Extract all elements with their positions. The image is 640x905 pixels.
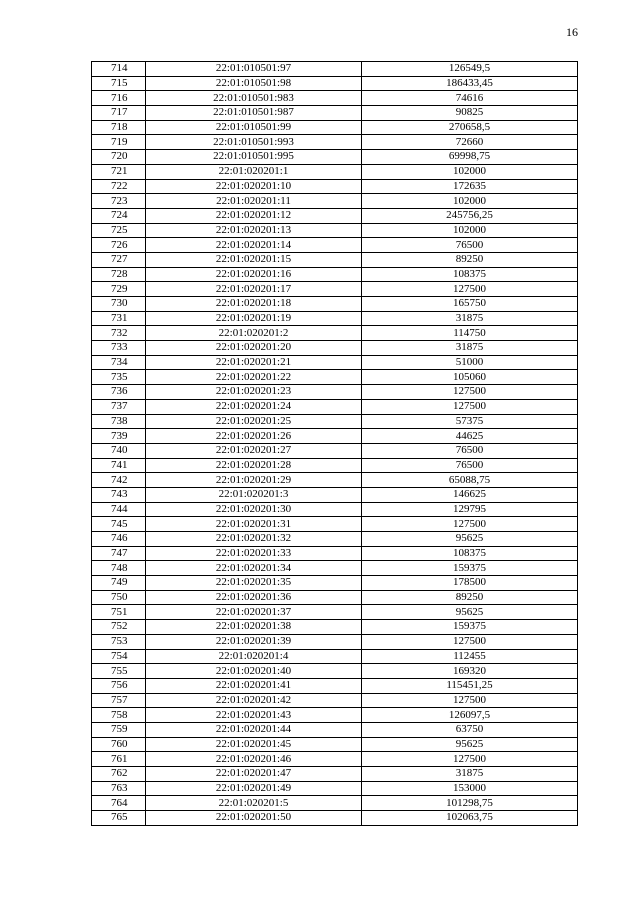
value-cell: 102000: [362, 223, 578, 238]
table-row: [92, 238, 578, 253]
cadastral-number-cell: 22:01:010501:97: [146, 62, 362, 77]
table-row: [92, 517, 578, 532]
cadastral-number-cell: 22:01:010501:987: [146, 106, 362, 121]
cadastral-number-cell: 22:01:020201:36: [146, 590, 362, 605]
cadastral-number-cell: 22:01:020201:42: [146, 693, 362, 708]
table-row: [92, 473, 578, 488]
row-number-cell: 714: [92, 62, 146, 77]
cadastral-number-cell: 22:01:020201:4: [146, 649, 362, 664]
row-number-cell: 739: [92, 429, 146, 444]
row-number-cell: 721: [92, 164, 146, 179]
row-number-cell: 736: [92, 385, 146, 400]
table-row: [92, 664, 578, 679]
row-number-cell: 744: [92, 502, 146, 517]
cadastral-number-cell: 22:01:020201:30: [146, 502, 362, 517]
row-number-cell: 723: [92, 194, 146, 209]
row-number-cell: 759: [92, 722, 146, 737]
table-row: [92, 297, 578, 312]
table-row: [92, 194, 578, 209]
table-row: [92, 649, 578, 664]
row-number-cell: 756: [92, 678, 146, 693]
table-row: [92, 150, 578, 165]
value-cell: 108375: [362, 546, 578, 561]
table-row: [92, 502, 578, 517]
value-cell: 105060: [362, 370, 578, 385]
cadastral-number-cell: 22:01:020201:35: [146, 576, 362, 591]
table-row: [92, 135, 578, 150]
table-row: [92, 91, 578, 106]
row-number-cell: 730: [92, 297, 146, 312]
cadastral-number-cell: 22:01:020201:28: [146, 458, 362, 473]
table-row: [92, 311, 578, 326]
cadastral-number-cell: 22:01:020201:16: [146, 267, 362, 282]
row-number-cell: 764: [92, 796, 146, 811]
row-number-cell: 752: [92, 620, 146, 635]
row-number-cell: 742: [92, 473, 146, 488]
row-number-cell: 754: [92, 649, 146, 664]
value-cell: 129795: [362, 502, 578, 517]
cadastral-number-cell: 22:01:020201:20: [146, 341, 362, 356]
table-row: [92, 532, 578, 547]
row-number-cell: 725: [92, 223, 146, 238]
table-row: [92, 708, 578, 723]
row-number-cell: 724: [92, 208, 146, 223]
value-cell: 57375: [362, 414, 578, 429]
row-number-cell: 753: [92, 634, 146, 649]
value-cell: 127500: [362, 282, 578, 297]
value-cell: 127500: [362, 634, 578, 649]
table-row: [92, 678, 578, 693]
row-number-cell: 762: [92, 767, 146, 782]
row-number-cell: 746: [92, 532, 146, 547]
table-row: [92, 576, 578, 591]
cadastral-number-cell: 22:01:020201:29: [146, 473, 362, 488]
value-cell: 127500: [362, 399, 578, 414]
table-row: [92, 370, 578, 385]
cadastral-number-cell: 22:01:020201:37: [146, 605, 362, 620]
value-cell: 159375: [362, 561, 578, 576]
cadastral-number-cell: 22:01:020201:15: [146, 252, 362, 267]
value-cell: 114750: [362, 326, 578, 341]
row-number-cell: 760: [92, 737, 146, 752]
row-number-cell: 728: [92, 267, 146, 282]
table-row: [92, 120, 578, 135]
table-row: [92, 341, 578, 356]
value-cell: 31875: [362, 767, 578, 782]
cadastral-number-cell: 22:01:020201:31: [146, 517, 362, 532]
cadastral-number-cell: 22:01:020201:2: [146, 326, 362, 341]
cadastral-number-cell: 22:01:020201:24: [146, 399, 362, 414]
value-cell: 112455: [362, 649, 578, 664]
value-cell: 95625: [362, 737, 578, 752]
cadastral-number-cell: 22:01:020201:19: [146, 311, 362, 326]
value-cell: 89250: [362, 252, 578, 267]
value-cell: 159375: [362, 620, 578, 635]
value-cell: 127500: [362, 385, 578, 400]
row-number-cell: 743: [92, 487, 146, 502]
value-cell: 102000: [362, 194, 578, 209]
table-row: [92, 62, 578, 77]
value-cell: 76500: [362, 238, 578, 253]
value-cell: 172635: [362, 179, 578, 194]
row-number-cell: 717: [92, 106, 146, 121]
table-row: [92, 796, 578, 811]
value-cell: 95625: [362, 532, 578, 547]
cadastral-number-cell: 22:01:020201:34: [146, 561, 362, 576]
value-cell: 115451,25: [362, 678, 578, 693]
table-row: [92, 164, 578, 179]
row-number-cell: 755: [92, 664, 146, 679]
row-number-cell: 726: [92, 238, 146, 253]
cadastral-number-cell: 22:01:020201:43: [146, 708, 362, 723]
table-row: [92, 252, 578, 267]
value-cell: 102000: [362, 164, 578, 179]
value-cell: 102063,75: [362, 811, 578, 826]
cadastral-number-cell: 22:01:010501:995: [146, 150, 362, 165]
table-row: [92, 414, 578, 429]
cadastral-number-cell: 22:01:020201:3: [146, 487, 362, 502]
cadastral-number-cell: 22:01:020201:25: [146, 414, 362, 429]
row-number-cell: 737: [92, 399, 146, 414]
value-cell: 65088,75: [362, 473, 578, 488]
table-row: [92, 429, 578, 444]
row-number-cell: 722: [92, 179, 146, 194]
cadastral-number-cell: 22:01:010501:983: [146, 91, 362, 106]
cadastral-number-cell: 22:01:020201:17: [146, 282, 362, 297]
registry-table: [91, 61, 578, 826]
table-row: [92, 781, 578, 796]
value-cell: 63750: [362, 722, 578, 737]
value-cell: 95625: [362, 605, 578, 620]
table-row: [92, 326, 578, 341]
value-cell: 178500: [362, 576, 578, 591]
cadastral-number-cell: 22:01:020201:5: [146, 796, 362, 811]
row-number-cell: 732: [92, 326, 146, 341]
table-row: [92, 385, 578, 400]
row-number-cell: 735: [92, 370, 146, 385]
value-cell: 72660: [362, 135, 578, 150]
cadastral-number-cell: 22:01:020201:12: [146, 208, 362, 223]
row-number-cell: 727: [92, 252, 146, 267]
row-number-cell: 745: [92, 517, 146, 532]
table-row: [92, 752, 578, 767]
value-cell: 270658,5: [362, 120, 578, 135]
cadastral-number-cell: 22:01:020201:39: [146, 634, 362, 649]
cadastral-number-cell: 22:01:010501:99: [146, 120, 362, 135]
row-number-cell: 731: [92, 311, 146, 326]
value-cell: 74616: [362, 91, 578, 106]
row-number-cell: 733: [92, 341, 146, 356]
table-row: [92, 722, 578, 737]
value-cell: 90825: [362, 106, 578, 121]
value-cell: 169320: [362, 664, 578, 679]
table-row: [92, 76, 578, 91]
cadastral-number-cell: 22:01:020201:22: [146, 370, 362, 385]
value-cell: 76500: [362, 443, 578, 458]
value-cell: 44625: [362, 429, 578, 444]
table-row: [92, 634, 578, 649]
row-number-cell: 749: [92, 576, 146, 591]
value-cell: 69998,75: [362, 150, 578, 165]
value-cell: 126549,5: [362, 62, 578, 77]
table-row: [92, 106, 578, 121]
cadastral-number-cell: 22:01:020201:40: [146, 664, 362, 679]
table-row: [92, 620, 578, 635]
row-number-cell: 748: [92, 561, 146, 576]
page-number: 16: [566, 25, 578, 39]
value-cell: 126097,5: [362, 708, 578, 723]
row-number-cell: 718: [92, 120, 146, 135]
row-number-cell: 758: [92, 708, 146, 723]
cadastral-number-cell: 22:01:020201:23: [146, 385, 362, 400]
cadastral-number-cell: 22:01:020201:41: [146, 678, 362, 693]
row-number-cell: 747: [92, 546, 146, 561]
cadastral-number-cell: 22:01:020201:49: [146, 781, 362, 796]
value-cell: 108375: [362, 267, 578, 282]
value-cell: 153000: [362, 781, 578, 796]
row-number-cell: 751: [92, 605, 146, 620]
row-number-cell: 765: [92, 811, 146, 826]
table-row: [92, 737, 578, 752]
row-number-cell: 719: [92, 135, 146, 150]
value-cell: 76500: [362, 458, 578, 473]
table-row: [92, 767, 578, 782]
table-body: [92, 62, 578, 826]
cadastral-number-cell: 22:01:020201:44: [146, 722, 362, 737]
value-cell: 31875: [362, 311, 578, 326]
table-row: [92, 267, 578, 282]
value-cell: 101298,75: [362, 796, 578, 811]
row-number-cell: 716: [92, 91, 146, 106]
cadastral-number-cell: 22:01:020201:11: [146, 194, 362, 209]
row-number-cell: 750: [92, 590, 146, 605]
value-cell: 186433,45: [362, 76, 578, 91]
value-cell: 127500: [362, 517, 578, 532]
cadastral-number-cell: 22:01:020201:45: [146, 737, 362, 752]
value-cell: 245756,25: [362, 208, 578, 223]
row-number-cell: 715: [92, 76, 146, 91]
table-row: [92, 487, 578, 502]
table-row: [92, 355, 578, 370]
row-number-cell: 761: [92, 752, 146, 767]
value-cell: 146625: [362, 487, 578, 502]
table-row: [92, 590, 578, 605]
cadastral-number-cell: 22:01:020201:38: [146, 620, 362, 635]
cadastral-number-cell: 22:01:020201:10: [146, 179, 362, 194]
cadastral-number-cell: 22:01:020201:46: [146, 752, 362, 767]
cadastral-number-cell: 22:01:020201:32: [146, 532, 362, 547]
row-number-cell: 738: [92, 414, 146, 429]
value-cell: 89250: [362, 590, 578, 605]
value-cell: 127500: [362, 752, 578, 767]
row-number-cell: 740: [92, 443, 146, 458]
cadastral-number-cell: 22:01:020201:14: [146, 238, 362, 253]
table-row: [92, 443, 578, 458]
cadastral-number-cell: 22:01:010501:98: [146, 76, 362, 91]
table-row: [92, 208, 578, 223]
row-number-cell: 757: [92, 693, 146, 708]
table-row: [92, 811, 578, 826]
cadastral-number-cell: 22:01:020201:26: [146, 429, 362, 444]
value-cell: 127500: [362, 693, 578, 708]
cadastral-number-cell: 22:01:020201:47: [146, 767, 362, 782]
cadastral-number-cell: 22:01:020201:27: [146, 443, 362, 458]
cadastral-number-cell: 22:01:020201:13: [146, 223, 362, 238]
cadastral-number-cell: 22:01:020201:33: [146, 546, 362, 561]
row-number-cell: 741: [92, 458, 146, 473]
cadastral-number-cell: 22:01:010501:993: [146, 135, 362, 150]
cadastral-number-cell: 22:01:020201:50: [146, 811, 362, 826]
table-row: [92, 458, 578, 473]
table-row: [92, 546, 578, 561]
cadastral-number-cell: 22:01:020201:18: [146, 297, 362, 312]
table-row: [92, 282, 578, 297]
value-cell: 165750: [362, 297, 578, 312]
table-row: [92, 605, 578, 620]
table-row: [92, 561, 578, 576]
table-row: [92, 399, 578, 414]
table-row: [92, 223, 578, 238]
cadastral-number-cell: 22:01:020201:21: [146, 355, 362, 370]
value-cell: 31875: [362, 341, 578, 356]
row-number-cell: 763: [92, 781, 146, 796]
value-cell: 51000: [362, 355, 578, 370]
row-number-cell: 729: [92, 282, 146, 297]
table-row: [92, 693, 578, 708]
cadastral-number-cell: 22:01:020201:1: [146, 164, 362, 179]
row-number-cell: 734: [92, 355, 146, 370]
table-row: [92, 179, 578, 194]
row-number-cell: 720: [92, 150, 146, 165]
